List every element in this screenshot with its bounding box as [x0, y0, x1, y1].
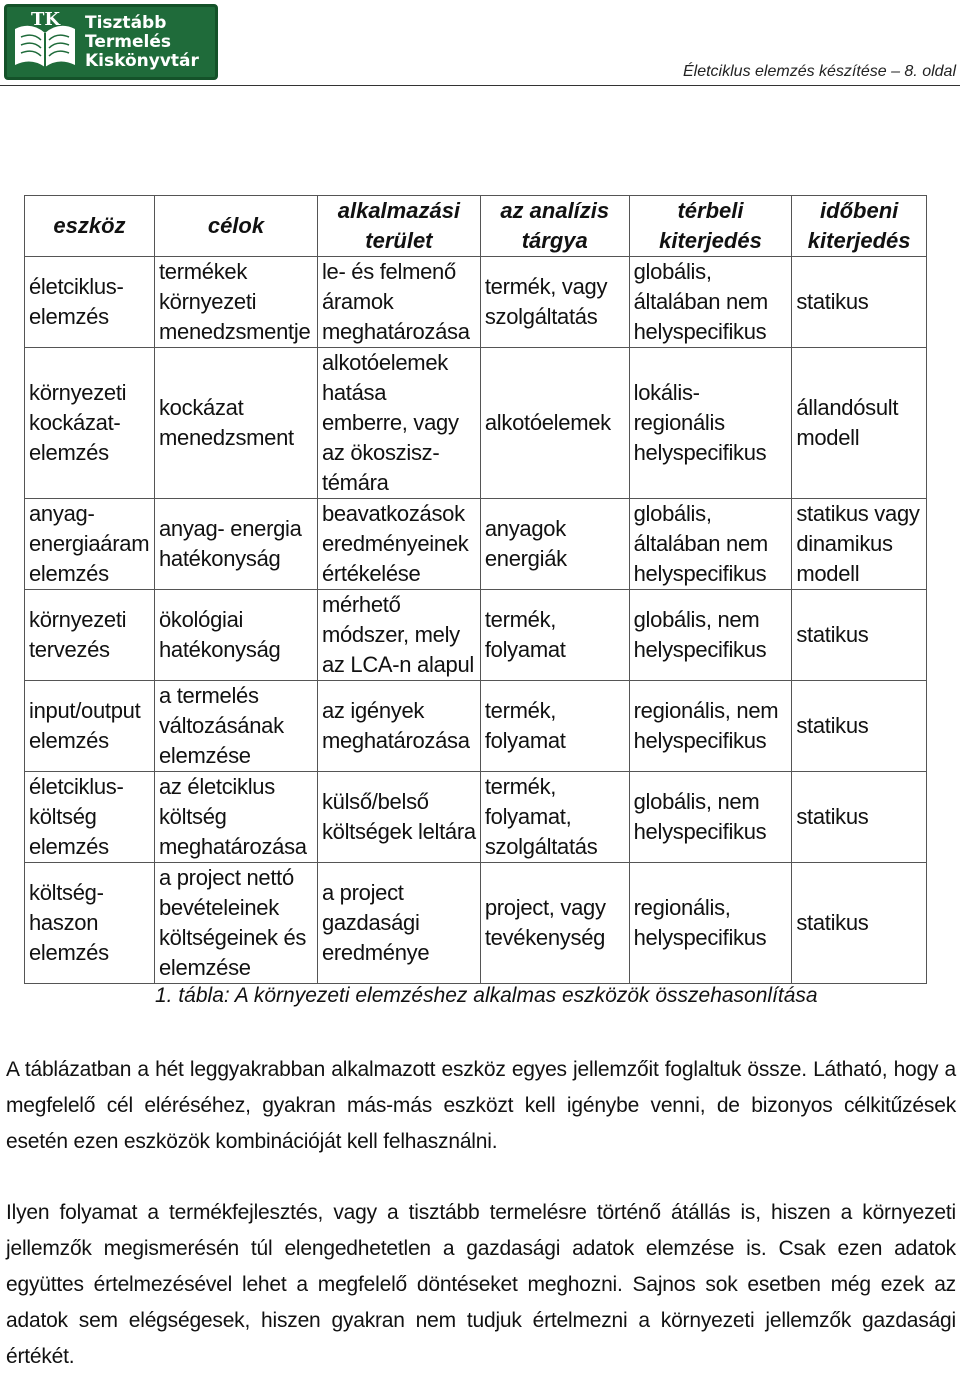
table-cell: input/output elemzés [25, 681, 155, 772]
column-header: az analízis tárgya [480, 196, 629, 257]
table-row [25, 772, 927, 863]
table-cell: regionális, nem helyspecifikus [629, 681, 792, 772]
table-cell: anyag- energia hatékonyság [154, 499, 317, 590]
table-cell: statikus [792, 772, 927, 863]
column-header: térbeli kiterjedés [629, 196, 792, 257]
table-cell: termék, folyamat [480, 590, 629, 681]
table-cell: az igények meghatározása [317, 681, 480, 772]
table-cell: statikus [792, 681, 927, 772]
table-row [25, 499, 927, 590]
table-cell: életciklus-elemzés [25, 257, 155, 348]
paragraph: A táblázatban a hét leggyakrabban alkalmazott eszköz egyes jellemzőit foglaltuk össze. Látható, hogy a megfelelő cél eléréséhez, gyakran más-más eszközt kell igénybe venni, de bizonyos célkitűzések esetén ezen eszközök kombinációját kell felhasználni. [6, 1058, 956, 1153]
table-row [25, 681, 927, 772]
table-cell: globális, általában nem helyspecifikus [629, 257, 792, 348]
table-header-row [25, 196, 927, 257]
header-divider [0, 85, 960, 86]
table-cell: statikus [792, 863, 927, 984]
table-cell: alkotóelemek [480, 348, 629, 499]
table-cell: külső/belső költségek leltára [317, 772, 480, 863]
table-cell: életciklus-költség elemzés [25, 772, 155, 863]
table-cell: globális, nem helyspecifikus [629, 772, 792, 863]
book-logo-icon [9, 7, 81, 77]
logo-line-1: Tisztább [85, 12, 167, 33]
table-cell: termék, folyamat, szolgáltatás [480, 772, 629, 863]
table-cell: környezeti kockázat-elemzés [25, 348, 155, 499]
table-cell: le- és felmenő áramok meghatározása [317, 257, 480, 348]
table-cell: az életciklus költség meghatározása [154, 772, 317, 863]
table-row [25, 590, 927, 681]
table-row [25, 348, 927, 499]
table-cell: termékek környezeti menedzsmentje [154, 257, 317, 348]
table-row [25, 257, 927, 348]
table-cell: mérhető módszer, mely az LCA-n alapul [317, 590, 480, 681]
table-cell: kockázat menedzsment [154, 348, 317, 499]
page-title: Életciklus elemzés készítése – 8. oldal [682, 63, 956, 80]
table-cell: állandósult modell [792, 348, 927, 499]
column-header: célok [154, 196, 317, 257]
table-cell: lokális-regionális helyspecifikus [629, 348, 792, 499]
table-cell: globális, nem helyspecifikus [629, 590, 792, 681]
table-cell: termék, folyamat [480, 681, 629, 772]
table-cell: termék, vagy szolgáltatás [480, 257, 629, 348]
table-cell: a project nettó bevételeinek költségeinek és elemzése [154, 863, 317, 984]
column-header: eszköz [25, 196, 155, 257]
table-caption: 1. tábla: A környezeti elemzéshez alkalmas eszközök összehasonlítása [155, 984, 818, 1007]
comparison-table [24, 195, 927, 984]
paragraph: Ilyen folyamat a termékfejlesztés, vagy a tisztább termelésre történő átállás is, hiszen a környezeti jellemzők megismerésén túl elengedhetetlen a gazdasági adatok elemzése is. Csak ezen adatok együttes értelmezésével lehet a megfelelő döntéseket meghozni. Sajnos sok esetben még ezek az adatok sem elégségesek, hiszen gyakran nem tudjuk értelmezni a környezeti jellemzők gazdasági értékét. [6, 1201, 956, 1368]
table-cell: beavatkozások eredményeinek értékelése [317, 499, 480, 590]
column-header: időbeni kiterjedés [792, 196, 927, 257]
table-cell: project, vagy tevékenység [480, 863, 629, 984]
table-row [25, 863, 927, 984]
table-cell: a project gazdasági eredménye [317, 863, 480, 984]
table-cell: regionális, helyspecifikus [629, 863, 792, 984]
column-header: alkalmazási terület [317, 196, 480, 257]
table-cell: környezeti tervezés [25, 590, 155, 681]
logo-line-2: Termelés [85, 31, 171, 52]
table-cell: ökológiai hatékonyság [154, 590, 317, 681]
table-cell: anyag-energiaáram elemzés [25, 499, 155, 590]
table-cell: alkotóelemek hatása emberre, vagy az ökoszisz-témára [317, 348, 480, 499]
table-cell: a termelés változásának elemzése [154, 681, 317, 772]
logo-mark-text: TK [31, 9, 61, 30]
table-cell: statikus [792, 590, 927, 681]
table-cell: költség-haszon elemzés [25, 863, 155, 984]
logo-line-3: Kiskönyvtár [85, 50, 199, 71]
table-cell: anyagok energiák [480, 499, 629, 590]
logo-text [85, 14, 199, 71]
logo [4, 4, 218, 80]
table-cell: globális, általában nem helyspecifikus [629, 499, 792, 590]
table-cell: statikus vagy dinamikus modell [792, 499, 927, 590]
table-cell: statikus [792, 257, 927, 348]
